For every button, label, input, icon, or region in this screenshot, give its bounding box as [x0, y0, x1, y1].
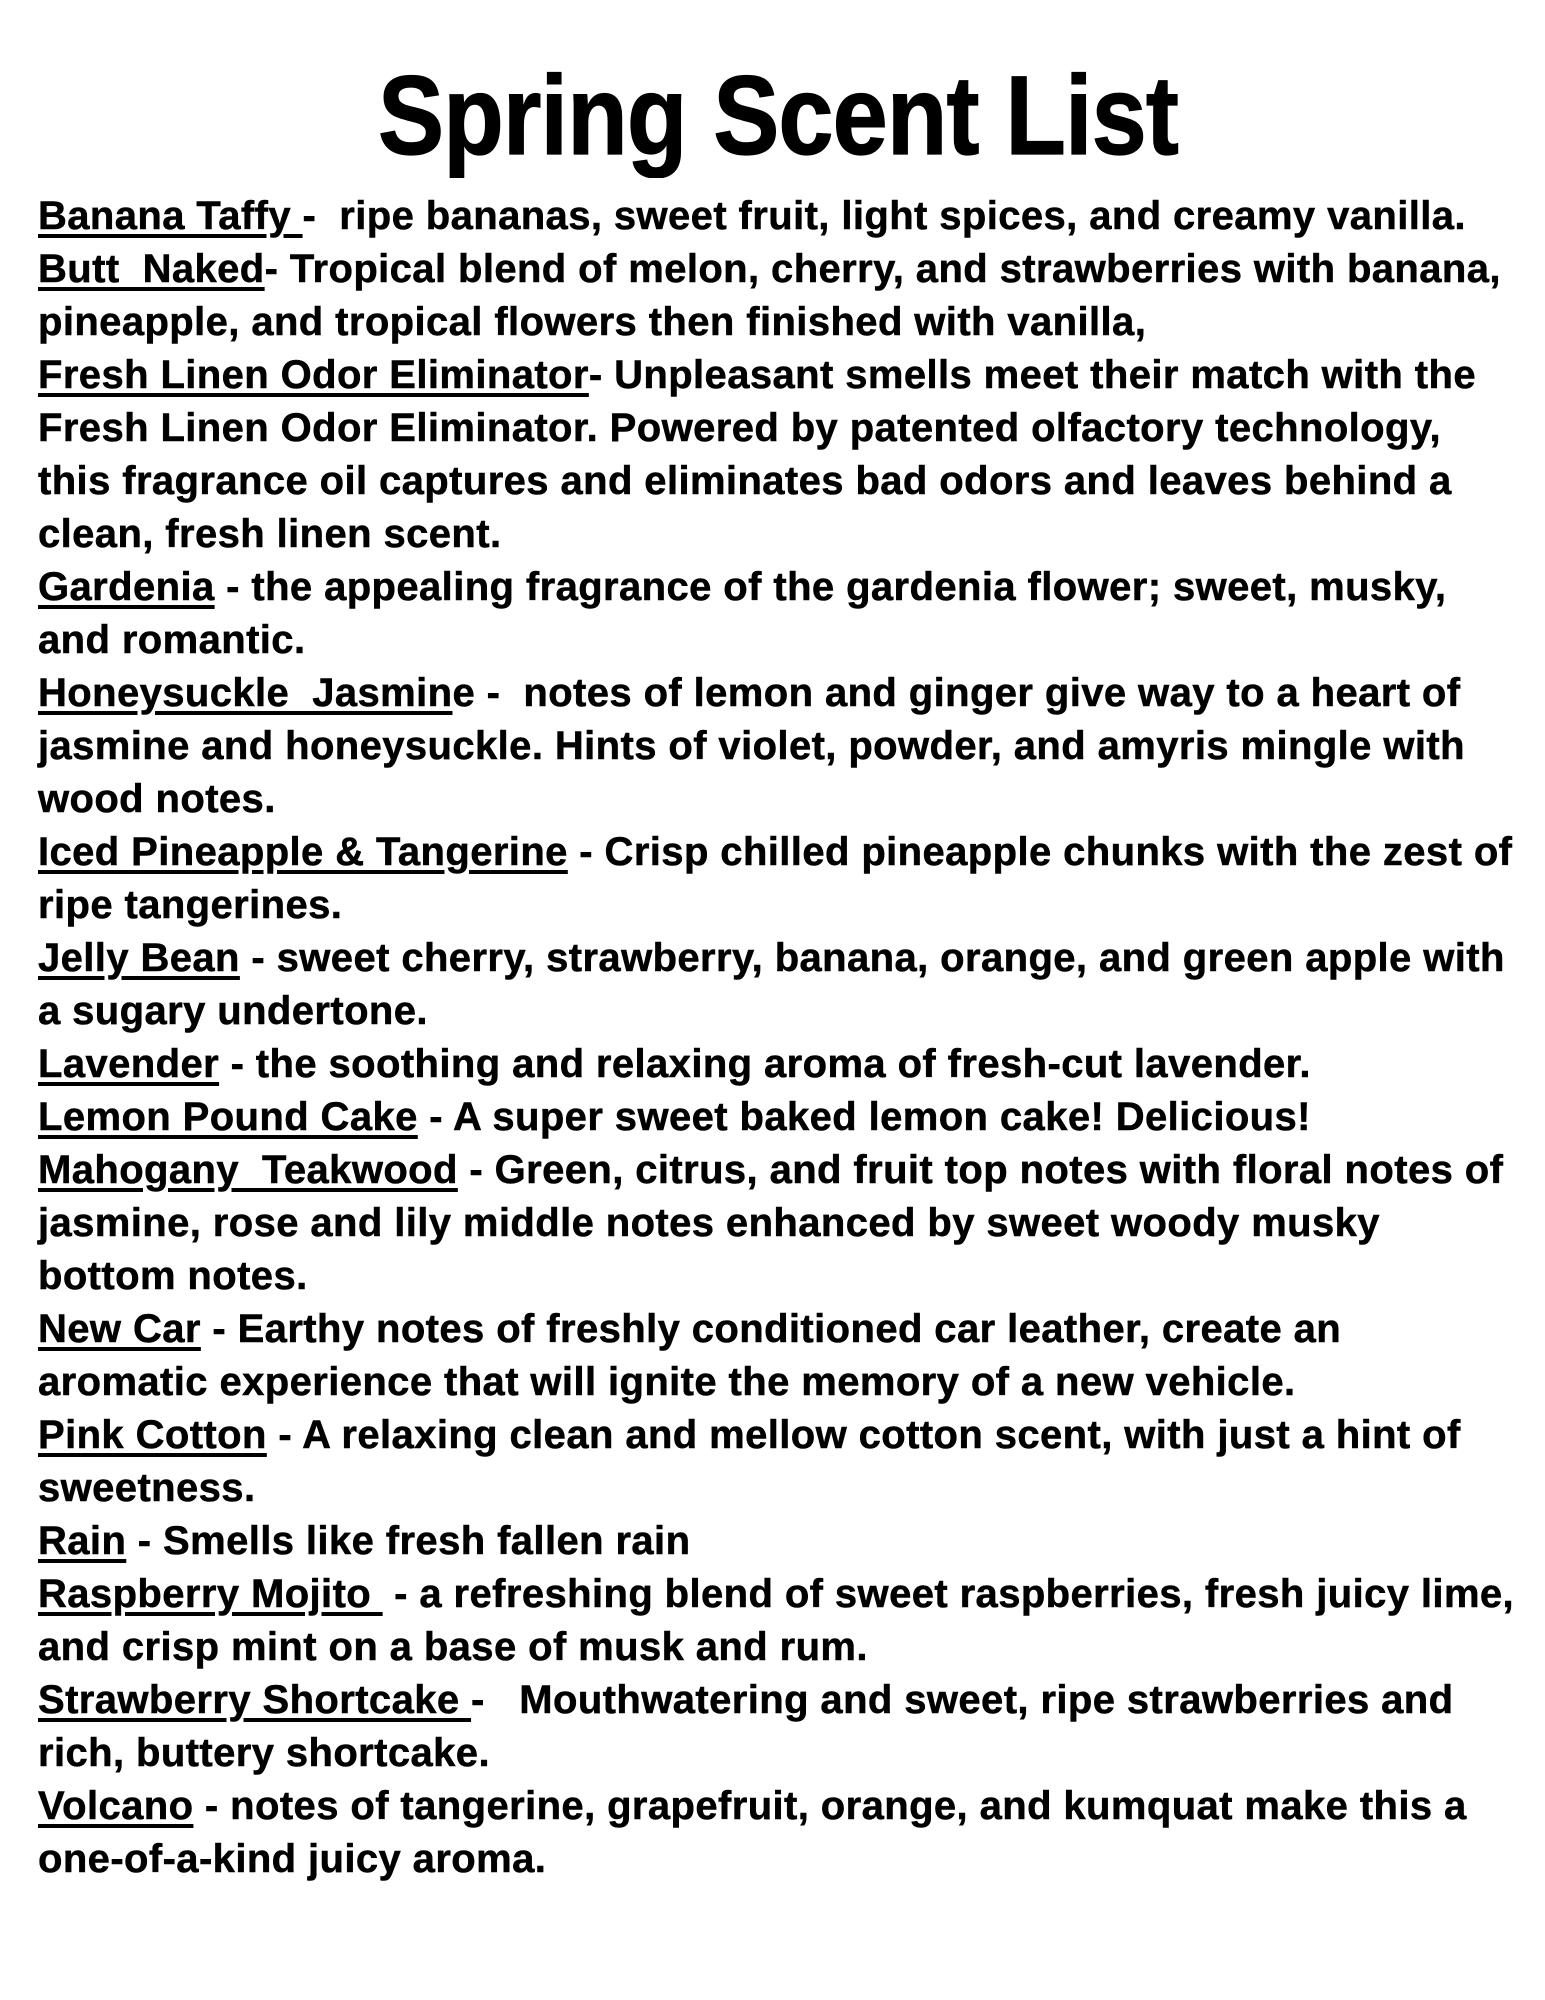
scent-description: - A relaxing clean and mellow cotton scent, with just a hint of sweetness.	[38, 1413, 1473, 1510]
page-title	[38, 46, 1518, 186]
scent-entry	[38, 1515, 1518, 1568]
scent-name: New Car	[38, 1307, 201, 1351]
scent-name: Volcano	[38, 1784, 194, 1828]
scent-entry	[38, 1091, 1518, 1144]
scent-description: - notes of tangerine, grapefruit, orange, and kumquat make this a one-of-a-kind juicy aroma.	[38, 1784, 1479, 1881]
scent-entry	[38, 667, 1518, 826]
scent-entry	[38, 1780, 1518, 1886]
scent-name: Gardenia	[38, 565, 215, 609]
scent-entry	[38, 1038, 1518, 1091]
scent-description: - A super sweet baked lemon cake! Delicious!	[417, 1095, 1311, 1139]
scent-name: Fresh Linen Odor Eliminator	[38, 353, 589, 397]
scent-entry	[38, 932, 1518, 1038]
scent-name: Pink Cotton	[38, 1413, 267, 1457]
scent-entry	[38, 1409, 1518, 1515]
scent-name: Lemon Pound Cake	[38, 1095, 418, 1139]
scent-description: - Tropical blend of melon, cherry, and strawberries with banana, pineapple, and tropical flowers then finished with vanilla,	[38, 247, 1513, 344]
scent-name: Iced Pineapple & Tangerine	[38, 830, 568, 874]
scent-name: Strawberry Shortcake	[38, 1678, 472, 1722]
scent-name: Mahogany Teakwood	[38, 1148, 458, 1192]
scent-name: Jelly Bean	[38, 936, 240, 980]
page-title-text: Spring Scent List	[377, 53, 1179, 178]
scent-name: Rain	[38, 1519, 127, 1563]
scent-entry	[38, 1674, 1518, 1780]
scent-list	[38, 190, 1526, 1886]
scent-entry	[38, 1303, 1518, 1409]
scent-entry	[38, 243, 1518, 349]
scent-description: - Crisp chilled pineapple chunks with the zest of ripe tangerines.	[38, 830, 1524, 927]
scent-description: - ripe bananas, sweet fruit, light spices, and creamy vanilla.	[302, 194, 1466, 238]
scent-description: - Unpleasant smells meet their match with the Fresh Linen Odor Eliminator. Powered by patented olfactory technology, this fragrance oil captures and eliminates bad odors and leaves behind a clean, fresh linen scent.	[38, 353, 1488, 556]
scent-description: - Green, citrus, and fruit top notes with floral notes of jasmine, rose and lily middle notes enhanced by sweet woody musky bottom notes.	[38, 1148, 1515, 1298]
scent-name: Honeysuckle Jasmin	[38, 671, 453, 715]
scent-description: - a refreshing blend of sweet raspberries, fresh juicy lime, and crisp mint on a base of musk and rum.	[38, 1572, 1526, 1669]
scent-description: - Earthy notes of freshly conditioned car leather, create an aromatic experience that will ignite the memory of a new vehicle.	[38, 1307, 1353, 1404]
scent-description: - the appealing fragrance of the gardenia flower; sweet, musky, and romantic.	[38, 565, 1458, 662]
scent-name: Raspberry Mojito	[38, 1572, 383, 1616]
scent-name: Butt Naked	[38, 247, 265, 291]
scent-description: - sweet cherry, strawberry, banana, orange, and green apple with a sugary undertone.	[38, 936, 1517, 1033]
scent-name: Banana Taffy	[38, 194, 303, 238]
scent-description: - the soothing and relaxing aroma of fresh-cut lavender.	[219, 1042, 1311, 1086]
scent-name: Lavender	[38, 1042, 220, 1086]
scent-entry	[38, 561, 1518, 667]
scent-entry	[38, 826, 1524, 932]
scent-entry	[38, 1144, 1518, 1303]
scent-entry	[38, 1568, 1526, 1674]
scent-description: e - notes of lemon and ginger give way to a heart of jasmine and honeysuckle. Hints of violet, powder, and amyris mingle with wood notes.	[38, 671, 1477, 821]
scent-description: - Mouthwatering and sweet, ripe strawberries and rich, buttery shortcake.	[38, 1678, 1465, 1775]
scent-description: - Smells like fresh fallen rain	[126, 1519, 691, 1563]
scent-entry	[38, 190, 1518, 243]
scent-entry	[38, 349, 1518, 561]
